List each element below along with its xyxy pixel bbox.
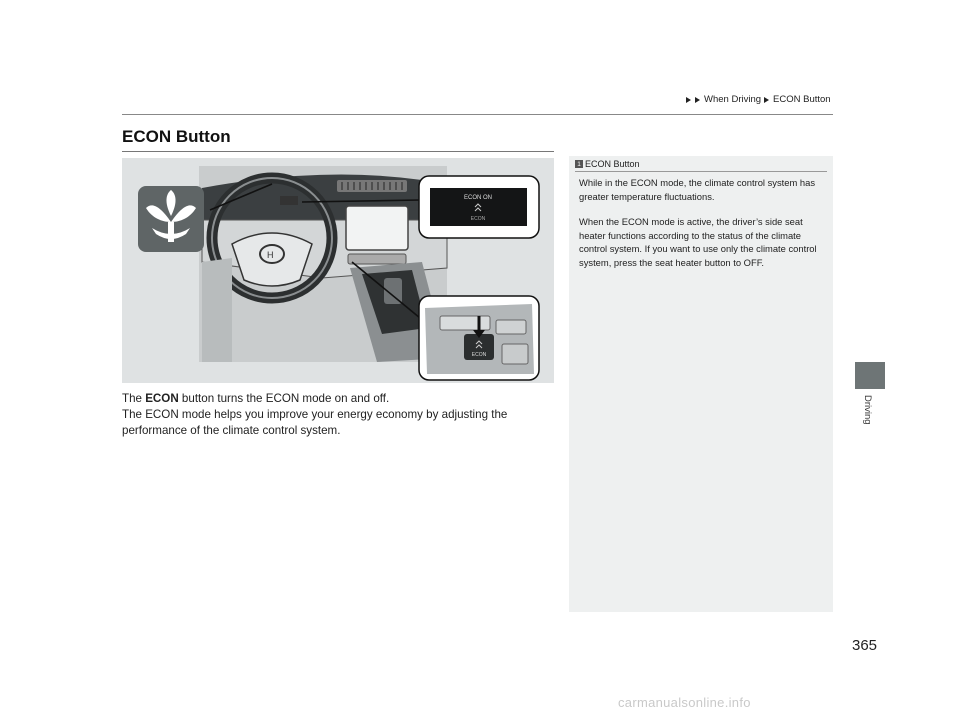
breadcrumb-arrow-icon (764, 97, 769, 103)
page-number: 365 (852, 637, 878, 654)
note-title-text: ECON Button (585, 159, 640, 169)
note-paragraph-1: While in the ECON mode, the climate control system has greater temperature fluctuations. (579, 177, 816, 202)
header-divider (122, 114, 833, 115)
watermark: carmanualsonline.info (618, 695, 751, 710)
section-tab[interactable] (855, 362, 885, 389)
breadcrumb-section[interactable]: When Driving (704, 94, 762, 105)
page-title: ECON Button (122, 127, 231, 146)
econ-display-inset (419, 176, 539, 238)
heading-divider (122, 151, 554, 152)
body-paragraph-2: The ECON mode helps you improve your energy economy by adjusting the performance of the climate control system. (122, 408, 508, 437)
note-number-badge: 1 (575, 160, 583, 168)
breadcrumb (686, 94, 831, 105)
econ-button-name: ECON (145, 392, 179, 405)
body-text: The (122, 392, 146, 405)
section-tab-label: Driving (862, 395, 873, 425)
econ-button-inset (419, 296, 539, 380)
breadcrumb-page[interactable]: ECON Button (773, 94, 831, 105)
breadcrumb-arrow-icon (686, 97, 691, 103)
body-paragraph-1 (122, 391, 562, 407)
display-line2: ECON (470, 216, 486, 222)
econ-leaf-icon (138, 186, 204, 252)
svg-text:H: H (267, 250, 274, 260)
note-divider (575, 171, 827, 172)
dashboard-illustration (122, 158, 554, 383)
body-text: button turns the ECON mode on and off. (178, 392, 390, 405)
breadcrumb-arrow-icon (695, 97, 700, 103)
note-title (575, 159, 640, 169)
display-line1: ECON ON (463, 195, 493, 201)
dashboard-drawing (122, 158, 554, 383)
note-paragraph-2: When the ECON mode is active, the driver’s side seat heater functions according to the status of the climate control system. If you want to use only the climate control system, press the seat heater button to OFF. (579, 216, 817, 268)
button-label: ECON (471, 352, 487, 358)
